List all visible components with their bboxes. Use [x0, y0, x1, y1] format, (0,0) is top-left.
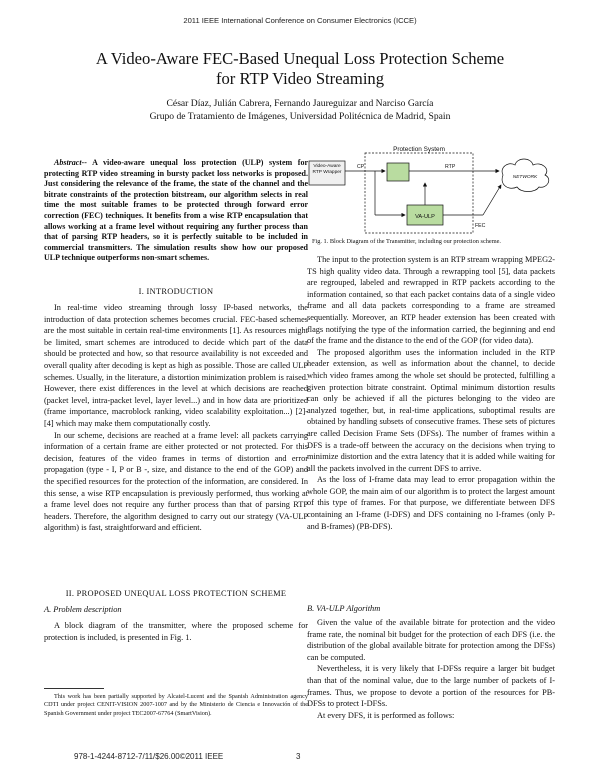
paper-title [0, 49, 600, 89]
iframe-paragraph: As the loss of I-frame data may lead to error propagation within the whole GOP, the main aim of our algorithm is to protect the largest amount of this type of frames. For that purpose, we differentiate between DFS containing an I-frame (I-DFS) and DFS containing no I-frames (only P- and B-frames) (PB-DFS). [307, 475, 555, 531]
subsection-b-heading: B. VA-ULP Algorithm [307, 604, 381, 613]
rtp-wrapper-label-box [309, 162, 345, 186]
algorithm-paragraph: The proposed algorithm uses the information included in the RTP header extension, as well as information about the channel, to decide which video frames among the whole set should be protected, fulfilling a given protection bitrate constraint. Optimal minimum distortion results can only be achieved if all the pictures belonging to the video are analyzed together, but, in real-time applications, suboptimal results are obtained by handling subsets of consecutive frames. These sets of pictures are called Decision Frame Sets (DFSs). The number of frames within a DFS is a trade-off between the accuracy on the decisions when trying to minimize distortion and the extra latency that it is added while waiting for all the packets involved in the current DFS to arrive. [307, 347, 555, 473]
intro-paragraph-2: In our scheme, decisions are reached at a frame level: all packets carrying information of a certain frame are either protected or not protected. For this decision, features of the video frames in terms of distortion and error propagation (type - I, P or B -, size, and distance to the end of the GOP) and the specified resources for the protection of the information, are considered. In this sense, a wise RTP encapsulation is previously performed, thus working at a frame level does not require any further process than that of parsing RTP headers. Therefore, the algorithm designed to carry out our strategy (VA-ULP algorithm) is fast, straightforward and efficient. [44, 430, 308, 533]
page-number: 3 [296, 752, 301, 761]
author-names: César Díaz, Julián Cabrera, Fernando Jaureguizar and Narciso García [166, 98, 434, 109]
figure-caption: Fig. 1. Block Diagram of the Transmitter, including our protection scheme. [312, 238, 501, 245]
rtp-label: RTP [445, 164, 456, 170]
section-2a-body [44, 620, 308, 643]
footnote-rule [44, 688, 104, 689]
cp-label: CP [357, 164, 365, 170]
vaulp-label: VA-ULP [415, 214, 435, 220]
funding-footnote-text: This work has been partially supported by Alcatel-Lucent and the Spanish Administration agency CDTI under project CENIT-VISION 2007-1007 and by the Ministerio de Ciencia e Innovación of the Spanish Government under project TEC2007-67764 (SmartVision). [44, 693, 308, 717]
right-column-vaulp [307, 617, 555, 721]
input-paragraph: The input to the protection system is an RTP stream wrapping MPEG2-TS high quality video data. Through a rewrapping tool [5], data packets are regrouped, labeled and rewrapped in RTP packets according to the information contained, so that each packet contains data of a single video frame and all data packets corresponding to a frame are streamed sequentially. Moreover, an RTP header extension has been created with flags notifying the type of the information carried, the beginning and end of the frame and the distance to the end of the GOP (for video data). [307, 255, 555, 346]
section-1-heading: I. INTRODUCTION [138, 287, 214, 296]
affiliation: Grupo de Tratamiento de Imágenes, Universidad Politécnica de Madrid, Spain [149, 111, 451, 122]
author-block [0, 97, 600, 123]
right-column-body [307, 254, 555, 532]
bitrate-paragraph: Given the value of the available bitrate for protection and the video frame rate, the nominal bit budget for the protection of each DFS (i.e. the distribution of the global available bitrate for protection among the DFSs) can be computed. [307, 618, 555, 662]
title-line-1: A Video-Aware FEC-Based Unequal Loss Protection Scheme [95, 49, 505, 68]
abstract-label: Abstract-- [54, 158, 87, 167]
conference-header: 2011 IEEE International Conference on Consumer Electronics (ICCE) [183, 16, 417, 25]
network-label: NETWORK [512, 175, 538, 180]
abstract [44, 158, 308, 264]
funding-footnote [44, 693, 308, 718]
rtp-splitter-block [387, 163, 409, 181]
rtp-wrapper-label: Video-Aware RTP Wrapper [312, 164, 342, 175]
intro-paragraph-1: In real-time video streaming through lossy IP-based networks, the introduction of data protection schemes becomes crucial. FEC-based schemes are the most suitable in certain real-time environments [1]. As resources might be limited, smart schemes are introduced to decide which part of the data should be protected and how, so that resource availability is not exceeded and overall quality after decoding is kept as high as possible. Those are called ULP schemes. Usually, in the literature, a distortion minimization problem is raised. However, there exist differences in the level at which decisions are reached (packet level, intra-packet level, layer level...) and in how data are prioritized (frame importance, macroblock ranking, video scalability exploitation...) [2]-[4] which may make them computationally costly. [44, 303, 308, 428]
dfs-paragraph: At every DFS, it is performed as follows: [317, 710, 455, 720]
abstract-text: A video-aware unequal loss protection (ULP) system for protecting RTP video streaming in bursty packet loss networks is proposed. Just considering the relevance of the frame, the state of the channel and the bitrate constraints of the protection bitstream, our algorithm selects in real time the most suitable frames to be protected through forward error correction (FEC) techniques. It benefits from a wise RTP encapsulation that allows working at a frame level without requiring any further process than that of parsing RTP headers, so it is perfectly suitable to be included in commercial transmitters. The simulation results show how our proposed ULP technique outperforms non-smart schemes. [44, 158, 308, 263]
section-1-body [44, 302, 308, 534]
subsection-a-heading: A. Problem description [44, 605, 122, 614]
fec-arrow [483, 185, 501, 215]
fec-label: FEC [475, 223, 486, 229]
title-line-2: for RTP Video Streaming [215, 69, 385, 88]
section-2-heading: II. PROPOSED UNEQUAL LOSS PROTECTION SCHEME [65, 589, 287, 598]
budget-paragraph: Nevertheless, it is very likely that I-DFSs require a larger bit budget than that of the nominal value, due to the large number of packets of I-frames. Thus, we propose to devote a portion of the resources for PB-DFSs to protect I-DFSs. [307, 664, 555, 709]
block-diagram-figure [307, 145, 555, 237]
problem-paragraph: A block diagram of the transmitter, where the proposed scheme for protection is included, is presented in Fig. 1. [44, 621, 308, 642]
isbn-footer: 978-1-4244-8712-7/11/$26.00©2011 IEEE [74, 752, 224, 761]
protection-system-label: Protection System [393, 146, 445, 153]
